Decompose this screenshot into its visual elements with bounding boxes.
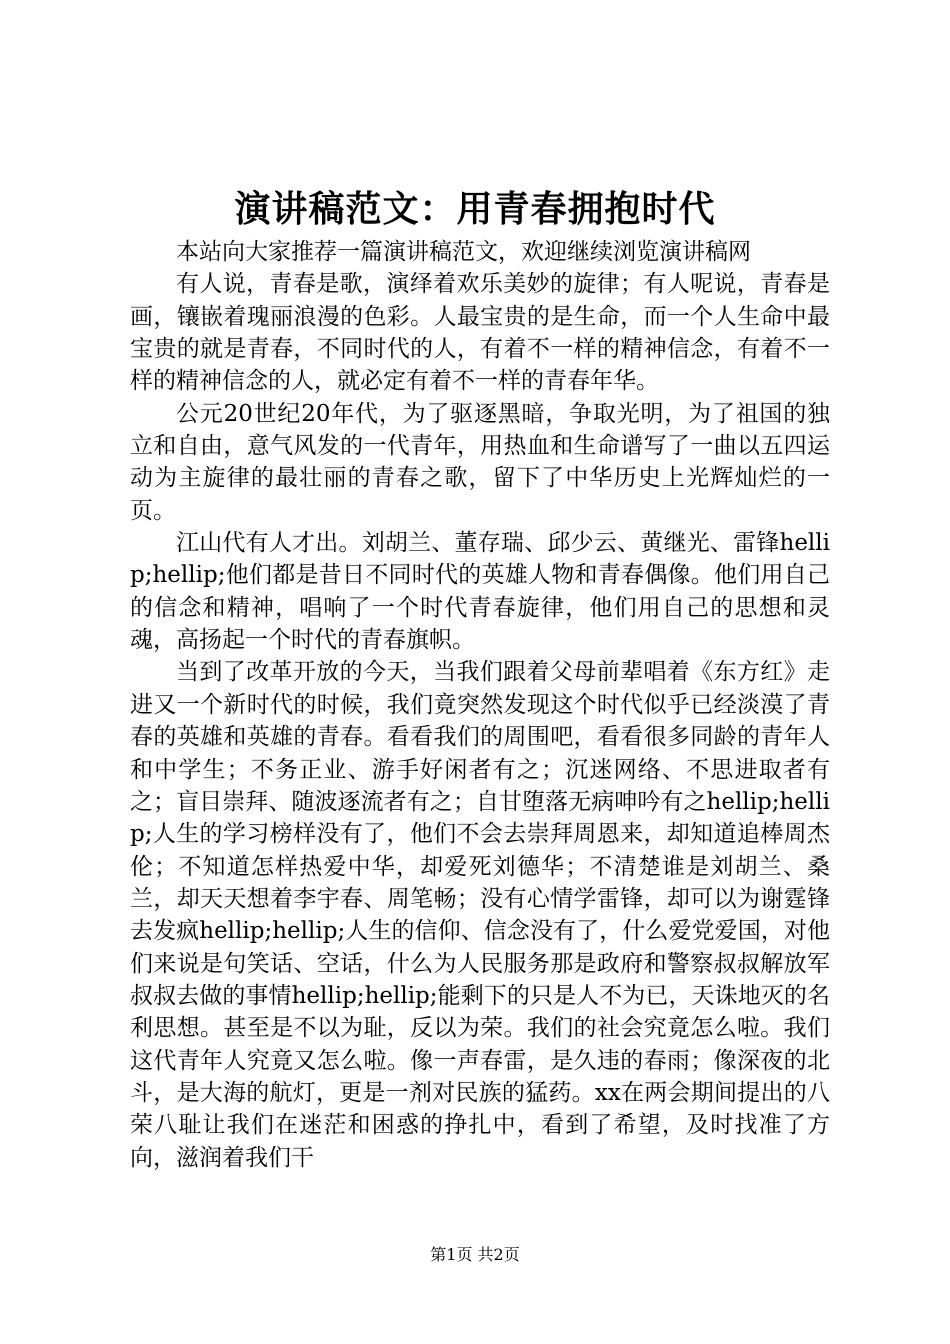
paragraph-reform-era: 当到了改革开放的今天，当我们跟着父母前辈唱着《东方红》走进又一个新时代的时候，我们竟突然发现这个时代似乎已经淡漠了青春的英雄和英雄的青春。看看我们的周围吧，看看很多同龄的青年人和中学生；不务正业、游手好闲者有之；沉迷网络、不思进取者有之；盲目崇拜、随波逐流者有之；自甘堕落无病呻吟有之hellip;hellip;人生的学习榜样没有了，他们不会去崇拜周恩来，却知道追棒周杰伦；不知道怎样热爱中华，却爱死刘德华；不清楚谁是刘胡兰、桑兰，却天天想着李宇春、周笔畅；没有心情学雷锋，却可以为谢霆锋去发疯hellip;hellip;人生的信仰、信念没有了，什么爱党爱国，对他们来说是句笑话、空话，什么为人民服务那是政府和警察叔叔解放军叔叔去做的事情hellip;hellip;能剩下的只是人不为已，天诛地灭的名利思想。甚至是不以为耻，反以为荣。我们的社会究竟怎么啦。我们这代青年人究竟又怎么啦。像一声春雷，是久违的春雨；像深夜的北斗，是大海的航灯，更是一剂对民族的猛药。xx在两会期间提出的八荣八耻让我们在迷茫和困惑的挣扎中，看到了希望，及时找准了方向，滋润着我们干 <box>130 659 830 1171</box>
paragraph-youth-song: 有人说，青春是歌，演绎着欢乐美妙的旋律；有人呢说，青春是画，镶嵌着瑰丽浪漫的色彩。人最宝贵的是生命，而一个人生命中最宝贵的就是青春，不同时代的人，有着不一样的精神信念，有着不一样的精神信念的人，就必定有着不一样的青春年华。 <box>130 271 830 395</box>
paragraph-intro: 本站向大家推荐一篇演讲稿范文，欢迎继续浏览演讲稿网 <box>176 239 751 265</box>
document-title: 演讲稿范文：用青春拥抱时代 <box>234 188 716 230</box>
document-body <box>130 236 830 1174</box>
page-footer: 第1页 共2页 <box>430 1245 520 1264</box>
paragraph-may-fourth: 公元20世纪20年代，为了驱逐黑暗，争取光明，为了祖国的独立和自由，意气风发的一代青年，用热血和生命谱写了一曲以五四运动为主旋律的最壮丽的青春之歌，留下了中华历史上光辉灿烂的一页。 <box>130 400 830 524</box>
paragraph-heroes: 江山代有人才出。刘胡兰、董存瑞、邱少云、黄继光、雷锋hellip;hellip;他们都是昔日不同时代的英雄人物和青春偶像。他们用自己的信念和精神，唱响了一个时代青春旋律，他们用自己的思想和灵魂，高扬起一个时代的青春旗帜。 <box>130 530 830 654</box>
